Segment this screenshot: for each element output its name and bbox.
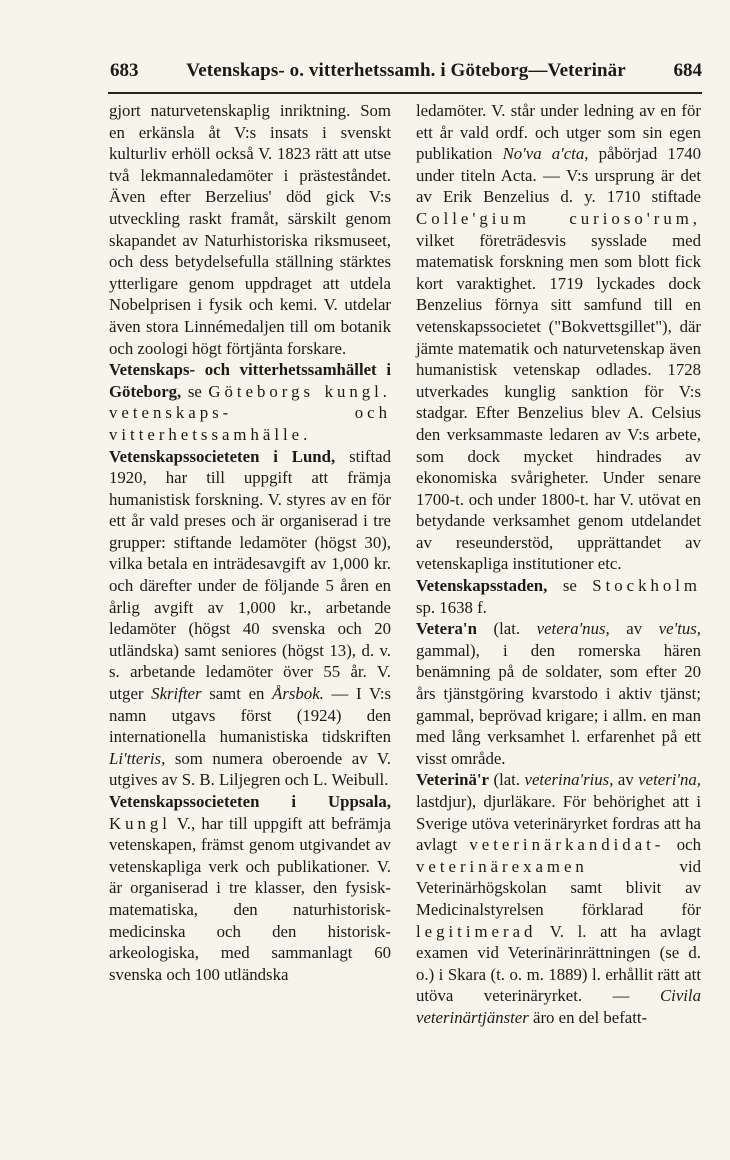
entry-vetenskapsstaden: Vetenskapsstaden, se Stockholm sp. 1638 f. [416, 576, 701, 617]
left-column [109, 100, 391, 985]
entry-vitterhetssamhallet-goteborg: Vetenskaps- och vitterhetssamhället i Göteborg, se Göteborgs kungl. vetenskaps- och vitterhetssamhälle. [109, 360, 391, 444]
page-number-right: 684 [673, 60, 702, 81]
cross-reference: Stockholm [592, 576, 701, 596]
cross-reference: Göteborgs kungl. vetenskaps- och vitterhetssamhälle. [109, 381, 391, 444]
entry-veterinar: Veterinä'r (lat. veterina'rius, av veteri'na, lastdjur), djurläkare. För behörighet att i Sverige utöva veterinäryrket fordras att ha avlagt veterinärkandidat- och veterinärexamen vid Veterinärhögskolan samt blivit av Medicinalstyrelsen förklarad för legitimerad V. l. att ha avlagt examen vid Veterinärinrättningen (se d. o.) i Skara (t. o. m. 1889) l. erhållit rätt att utöva veterinäryrket. — Civila veterinärtjänster äro en del befatt- [416, 770, 701, 1027]
right-column [416, 100, 701, 1029]
running-header [110, 60, 702, 90]
page-number-left: 683 [110, 60, 139, 81]
headword: Vetenskaps- och vitterhetssamhället i Göteborg, [109, 360, 391, 401]
header-title: Vetenskaps- o. vitterhetssamh. i Göteborg—Veterinär [186, 60, 626, 81]
headword: Vetenskapssocieteten i Uppsala, [109, 792, 391, 811]
entry-vetenskapssocieteten-lund: Vetenskapssocieteten i Lund, stiftad 1920, har till uppgift att främja humanistisk forskning. V. styres av en för ett år vald preses och är organiserad i tre grupper: stiftande ledamöter (högst 30), vilka betala en inträdesavgift av 1,000 kr. och därefter under de följande 5 åren en årlig avgift av 1,000 kr., arbetande ledamöter (högst 40 svenska och 20 utländska) samt seniores (högst 13), d. v. s. arbetande ledamöter över 55 år. V. utger Skrifter samt en Årsbok. — I V:s namn utgavs först (1924) den internationella humanistiska tidskriften Li'tteris, som numera oberoende av V. utgives av S. B. Liljegren och L. Weibull. [109, 446, 392, 790]
headword: Vetera'n [416, 619, 477, 639]
headword: Veterinä'r [416, 770, 490, 790]
headword: Vetenskapssocieteten i Lund, [109, 446, 336, 466]
entry-continuation: ledamöter. V. står under ledning av en för ett år vald ordf. och utger som sin egen publikation No'va a'cta, påbörjad 1740 under titeln Acta. — V:s ursprung är det av Erik Benzelius d. y. 1710 stiftade Colle'gium curioso'rum, vilket företrädesvis sysslade med matematisk forskning men som blott fick kort varaktighet. 1719 lyckades dock Benzelius förnya sitt samfund till en vetenskapssocietet ("Bokvettsgillet"), där jämte matematik och naturvetenskap även humanistisk vetenskap odlades. 1728 utverkades kunglig sanktion för V:s stadgar. Efter Benzelius blev A. Celsius den verksammaste ledaren av V:s arbete, som dock mycket hindrades av ekonomiska svårigheter. Under senare 1700-t. och under 1800-t. har V. utövat en betydande verksamhet genom utdelandet av reseunderstöd, upprättandet av vetenskapliga institutioner etc. [416, 101, 701, 574]
entry-vetenskapssocieteten-uppsala: Vetenskapssocieteten i Uppsala, Kungl V., har till uppgift att befrämja vetenskapen, främst genom utgivandet av vetenskapliga verk och publikationer. V. är organiserad i tre klasser, den fysisk-matematiska, den naturhistorisk-medicinska och den historisk-arkeologiska, med sammanlagt 60 svenska och 100 utländska [109, 792, 391, 984]
entry-veteran: Vetera'n (lat. vetera'nus, av ve'tus, gammal), i den romerska hären benämning på de soldater, som efter 20 års tjänstgöring kvarstodo i aktiv tjänst; gammal, beprövad krigare; i allm. en man med lång verksamhet l. erfarenhet på ett visst område. [416, 619, 701, 768]
header-rule [108, 92, 702, 94]
entry-continuation: gjort naturvetenskaplig inriktning. Som en erkänsla åt V:s insats i svenskt kulturliv erhöll också V. 1823 rätt att utse två lekmannaledamöter i prästeståndet. Även efter Berzelius' död gick V:s utveckling raskt framåt, särskilt genom skapandet av Naturhistoriska riksmuseet, och dess betydelsefulla ställning stärktes ytterligare genom uppdraget att utdela Nobelprisen i fysik och kemi. V. utdelar även stora Linnémedaljen till om botanik och zoologi högt förtjänta forskare. [109, 101, 391, 358]
headword: Vetenskapsstaden, [416, 576, 548, 596]
